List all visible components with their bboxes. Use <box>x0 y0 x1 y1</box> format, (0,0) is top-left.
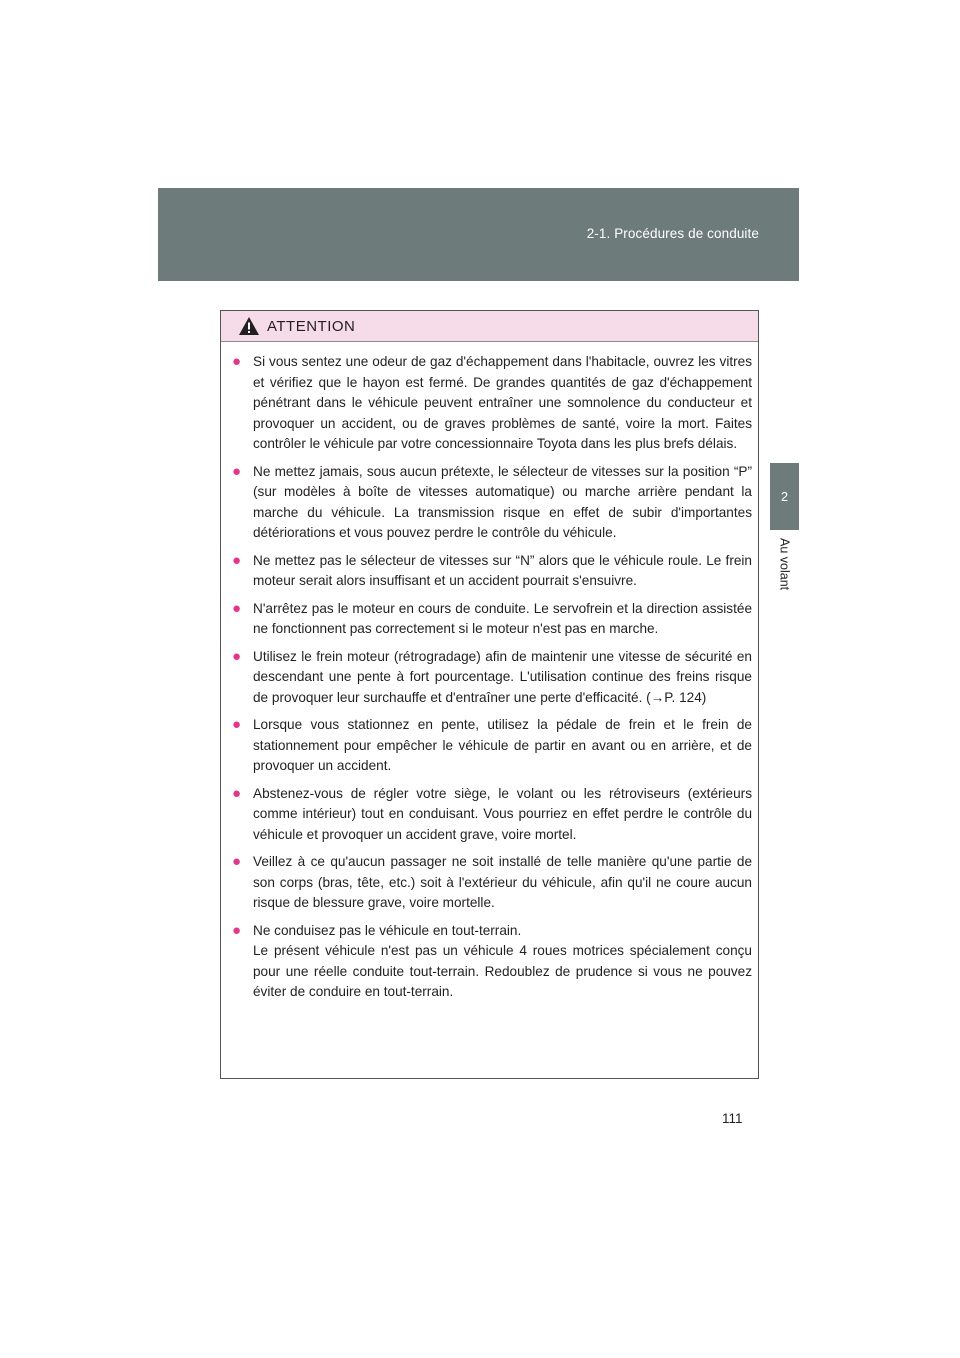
warning-item-text: Ne mettez pas le sélecteur de vitesses sur “N” alors que le véhicule roule. Le frein moteur serait alors insuffisant et un accident pourrait s'ensuivre. <box>253 552 752 588</box>
warning-item-text: N'arrêtez pas le moteur en cours de conduite. Le servofrein et la direction assistée ne fonctionnent pas correctement si le moteur n'est pas en marche. <box>253 600 752 636</box>
chapter-label-text: Au volant <box>777 538 792 591</box>
warning-item <box>232 921 752 1003</box>
bullet-icon: ● <box>232 551 242 569</box>
warning-item-text: Le présent véhicule n'est pas un véhicule 4 roues motrices spécialement conçu pour une réelle conduite tout-terrain. Redoublez de prudence si vous ne pouvez éviter de conduire en tout-terrain. <box>253 943 752 999</box>
bullet-icon: ● <box>232 853 242 870</box>
bullet-icon: ● <box>232 716 242 733</box>
warning-box <box>220 310 759 1079</box>
warning-item <box>232 462 752 544</box>
warning-item-heading: Ne conduisez pas le véhicule en tout-terrain. <box>253 922 522 938</box>
warning-item-text: Lorsque vous stationnez en pente, utilisez la pédale de frein et le frein de stationnement pour empêcher le véhicule de partir en avant ou en arrière, et de provoquer un accident. <box>253 717 752 773</box>
chapter-tab <box>770 463 799 530</box>
warning-item-text: Si vous sentez une odeur de gaz d'échappement dans l'habitacle, ouvrez les vitres et vérifiez que le hayon est fermé. De grandes quantités de gaz d'échappement pénétrant dans le véhicule peuvent entraîner une somnolence du conducteur et provoquer un accident, ou de graves problèmes de santé, voire la mort. Faites contrôler le véhicule par votre concessionnaire Toyota dans les plus brefs délais. <box>253 354 752 451</box>
warning-list <box>221 342 758 1003</box>
section-title: 2-1. Procédures de conduite <box>586 226 759 241</box>
chapter-label <box>770 530 799 620</box>
bullet-icon: ● <box>232 647 242 665</box>
warning-item <box>232 647 752 709</box>
warning-item-text: Veillez à ce qu'aucun passager ne soit installé de telle manière qu'une partie de son corps (bras, tête, etc.) soit à l'extérieur du véhicule, afin qu'il ne coure aucun risque de blessure grave, voire mortelle. <box>253 854 752 910</box>
warning-item-text: Utilisez le frein moteur (rétrogradage) afin de maintenir une vitesse de sécurité en descendant une pente à fort pourcentage. L'utilisation continue des freins risque de provoquer leur surchauffe et d'entraîner une perte d'efficacité. (→P. 124) <box>253 648 752 705</box>
warning-item <box>232 599 752 640</box>
page-number: 111 <box>722 1111 743 1126</box>
warning-item <box>232 551 752 592</box>
bullet-icon: ● <box>232 784 242 802</box>
warning-item-text: Abstenez-vous de régler votre siège, le volant ou les rétroviseurs (extérieurs comme intérieur) tout en conduisant. Vous pourriez en effet perdre le contrôle du véhicule et provoquer un accident grave, voire mortel. <box>253 785 752 842</box>
warning-title: ATTENTION <box>267 317 356 335</box>
header-band <box>158 188 799 281</box>
bullet-icon: ● <box>232 353 242 370</box>
chapter-number: 2 <box>780 489 789 504</box>
bullet-icon: ● <box>232 921 242 939</box>
warning-item <box>232 352 752 455</box>
warning-item <box>232 715 752 777</box>
warning-item-text: Ne mettez jamais, sous aucun prétexte, le sélecteur de vitesses sur la position “P” (sur modèles à boîte de vitesses automatique) ou marche arrière pendant la marche du véhicule. La transmission risque en effet de subir d'importantes détériorations et vous pouvez perdre le contrôle du véhicule. <box>253 463 752 540</box>
warning-item <box>232 852 752 914</box>
warning-item <box>232 784 752 846</box>
bullet-icon: ● <box>232 599 242 617</box>
bullet-icon: ● <box>232 462 242 480</box>
warning-header <box>221 311 758 342</box>
warning-triangle-icon <box>238 316 260 336</box>
